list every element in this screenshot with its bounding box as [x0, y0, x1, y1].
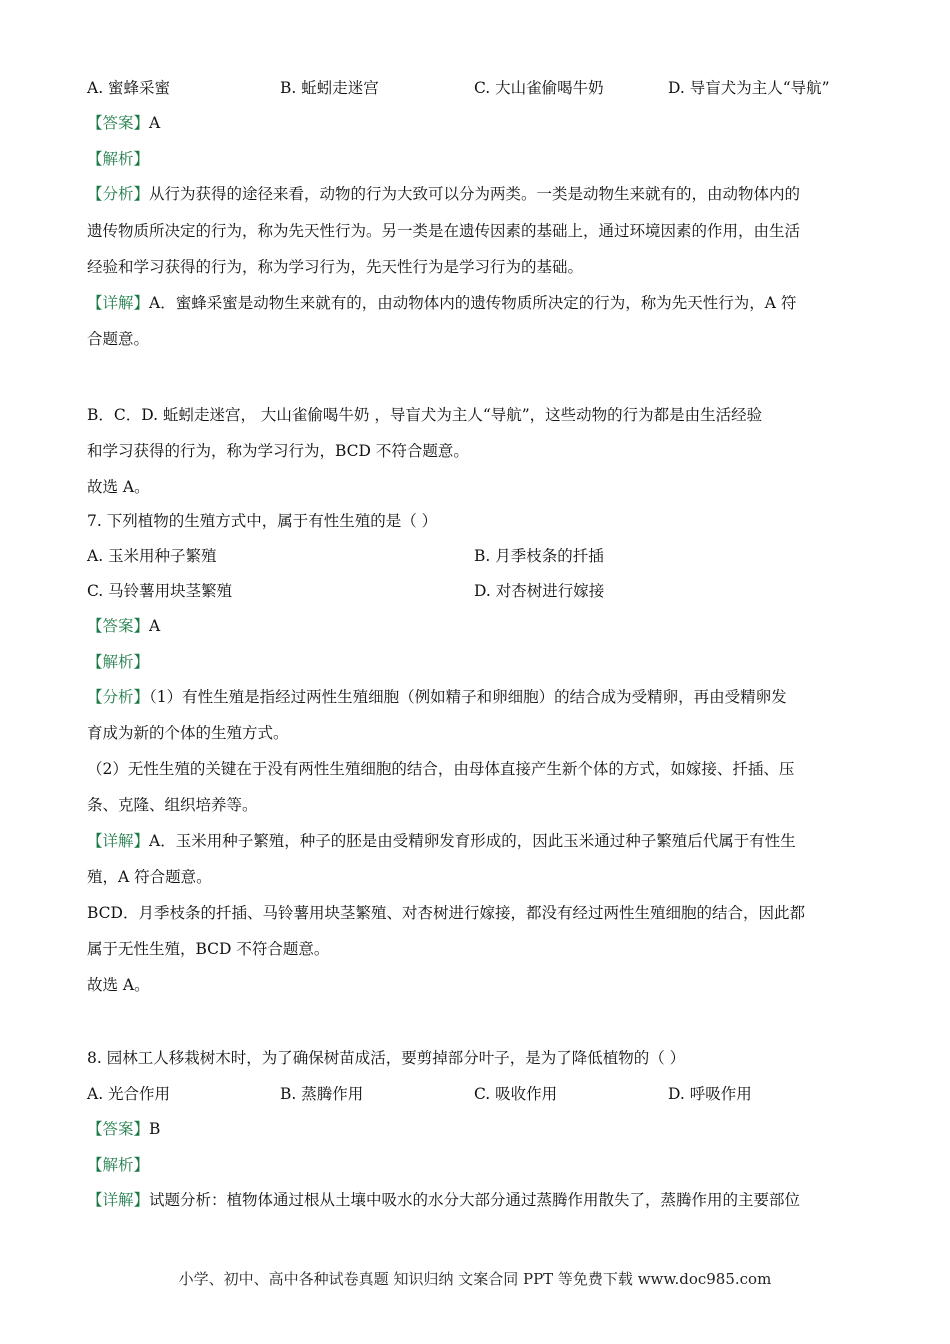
q7-xiangjie-line-4: 属于无性生殖，BCD 不符合题意。: [87, 940, 330, 958]
xiangjie-tag: 【详解】: [87, 1191, 150, 1209]
q8-option-d: D. 呼吸作用: [668, 1085, 752, 1103]
q7-jiexi: [87, 650, 867, 672]
fenxi-text: （1）有性生殖是指经过两性生殖细胞（例如精子和卵细胞）的结合成为受精卵，再由受精卵发: [149, 688, 787, 706]
answer-tag: 【答案】: [87, 617, 150, 635]
answer-value: A: [149, 114, 161, 132]
q7-fenxi-line-1: [87, 685, 867, 707]
q7-fenxi-line-4: 条、克隆、组织培养等。: [87, 796, 258, 814]
answer-value: A: [149, 617, 161, 635]
fenxi-text: 从行为获得的途径来看，动物的行为大致可以分为两类。一类是动物生来就有的，由动物体内的: [149, 185, 801, 203]
q7-option-d: D. 对杏树进行嫁接: [474, 582, 605, 600]
q6-jiexi: [87, 147, 867, 169]
q8-xiangjie-line-1: [87, 1188, 867, 1210]
fenxi-tag: 【分析】: [87, 688, 150, 706]
xiangjie-text: A．玉米用种子繁殖，种子的胚是由受精卵发育形成的，因此玉米通过种子繁殖后代属于有性生: [149, 832, 796, 850]
q8-stem: 8. 园林工人移栽树木时，为了确保树苗成活，要剪掉部分叶子，是为了降低植物的（ ）: [87, 1049, 686, 1067]
q6-option-c: C. 大山雀偷喝牛奶: [474, 79, 604, 97]
q6-fenxi-line-1: [87, 182, 867, 204]
q8-option-c: C. 吸收作用: [474, 1085, 558, 1103]
answer-value: B: [149, 1120, 161, 1138]
q6-option-a: A. 蜜蜂采蜜: [87, 79, 171, 97]
q6-answer: [87, 111, 867, 133]
q7-options-row-2: [87, 579, 867, 603]
q7-xiangjie-line-2: 殖，A 符合题意。: [87, 868, 212, 886]
xiangjie-tag: 【详解】: [87, 294, 150, 312]
q6-xiangjie-line-1: [87, 291, 867, 313]
fenxi-tag: 【分析】: [87, 185, 150, 203]
q6-option-d: D. 导盲犬为主人“导航”: [668, 79, 830, 97]
xiangjie-text: 试题分析：植物体通过根从土壤中吸水的水分大部分通过蒸腾作用散失了，蒸腾作用的主要部位: [149, 1191, 801, 1209]
q7-fenxi-line-2: 育成为新的个体的生殖方式。: [87, 724, 289, 742]
q7-option-a: A. 玉米用种子繁殖: [87, 547, 217, 565]
q6-fenxi-line-3: 经验和学习获得的行为，称为学习行为，先天性行为是学习行为的基础。: [87, 258, 584, 276]
answer-tag: 【答案】: [87, 1120, 150, 1138]
q6-bcd-line-2: 和学习获得的行为，称为学习行为，BCD 不符合题意。: [87, 442, 469, 460]
q6-options: [87, 76, 867, 100]
q7-answer: [87, 614, 867, 636]
q7-xiangjie-line-3: BCD．月季枝条的扦插、马铃薯用块茎繁殖、对杏树进行嫁接，都没有经过两性生殖细胞的结合，因此都: [87, 904, 805, 922]
xiangjie-text: A．蜜蜂采蜜是动物生来就有的，由动物体内的遗传物质所决定的行为，称为先天性行为，A 符: [149, 294, 797, 312]
q8-options: [87, 1082, 867, 1106]
q7-option-b: B. 月季枝条的扦插: [474, 547, 604, 565]
q6-option-b: B. 蚯蚓走迷宫: [280, 79, 379, 97]
page-footer: 小学、初中、高中各种试卷真题 知识归纳 文案合同 PPT 等免费下载 www.doc985.com: [178, 1270, 772, 1288]
xiangjie-tag: 【详解】: [87, 832, 150, 850]
q6-xiangjie-line-2: 合题意。: [87, 330, 150, 348]
q7-fenxi-line-3: （2）无性生殖的关键在于没有两性生殖细胞的结合，由母体直接产生新个体的方式，如嫁接、扦插、压: [87, 760, 795, 778]
q8-option-a: A. 光合作用: [87, 1085, 171, 1103]
q8-answer: [87, 1117, 867, 1139]
q6-bcd-line-1: B．C．D. 蚯蚓走迷宫， 大山雀偷喝牛奶 ，导盲犬为主人“导航”，这些动物的行为都是由生活经验: [87, 406, 763, 424]
q6-fenxi-line-2: 遗传物质所决定的行为，称为先天性行为。另一类是在遗传因素的基础上，通过环境因素的作用，由生活: [87, 222, 801, 240]
q7-options-row-1: [87, 544, 867, 568]
q7-stem: 7. 下列植物的生殖方式中，属于有性生殖的是（ ）: [87, 512, 438, 530]
q8-jiexi: [87, 1153, 867, 1175]
jiexi-tag: 【解析】: [87, 1156, 150, 1174]
q6-conclusion: 故选 A。: [87, 478, 150, 496]
q8-option-b: B. 蒸腾作用: [280, 1085, 364, 1103]
answer-tag: 【答案】: [87, 114, 150, 132]
jiexi-tag: 【解析】: [87, 653, 150, 671]
q7-xiangjie-line-1: [87, 829, 867, 851]
jiexi-tag: 【解析】: [87, 150, 150, 168]
q7-conclusion: 故选 A。: [87, 976, 150, 994]
q7-option-c: C. 马铃薯用块茎繁殖: [87, 582, 233, 600]
